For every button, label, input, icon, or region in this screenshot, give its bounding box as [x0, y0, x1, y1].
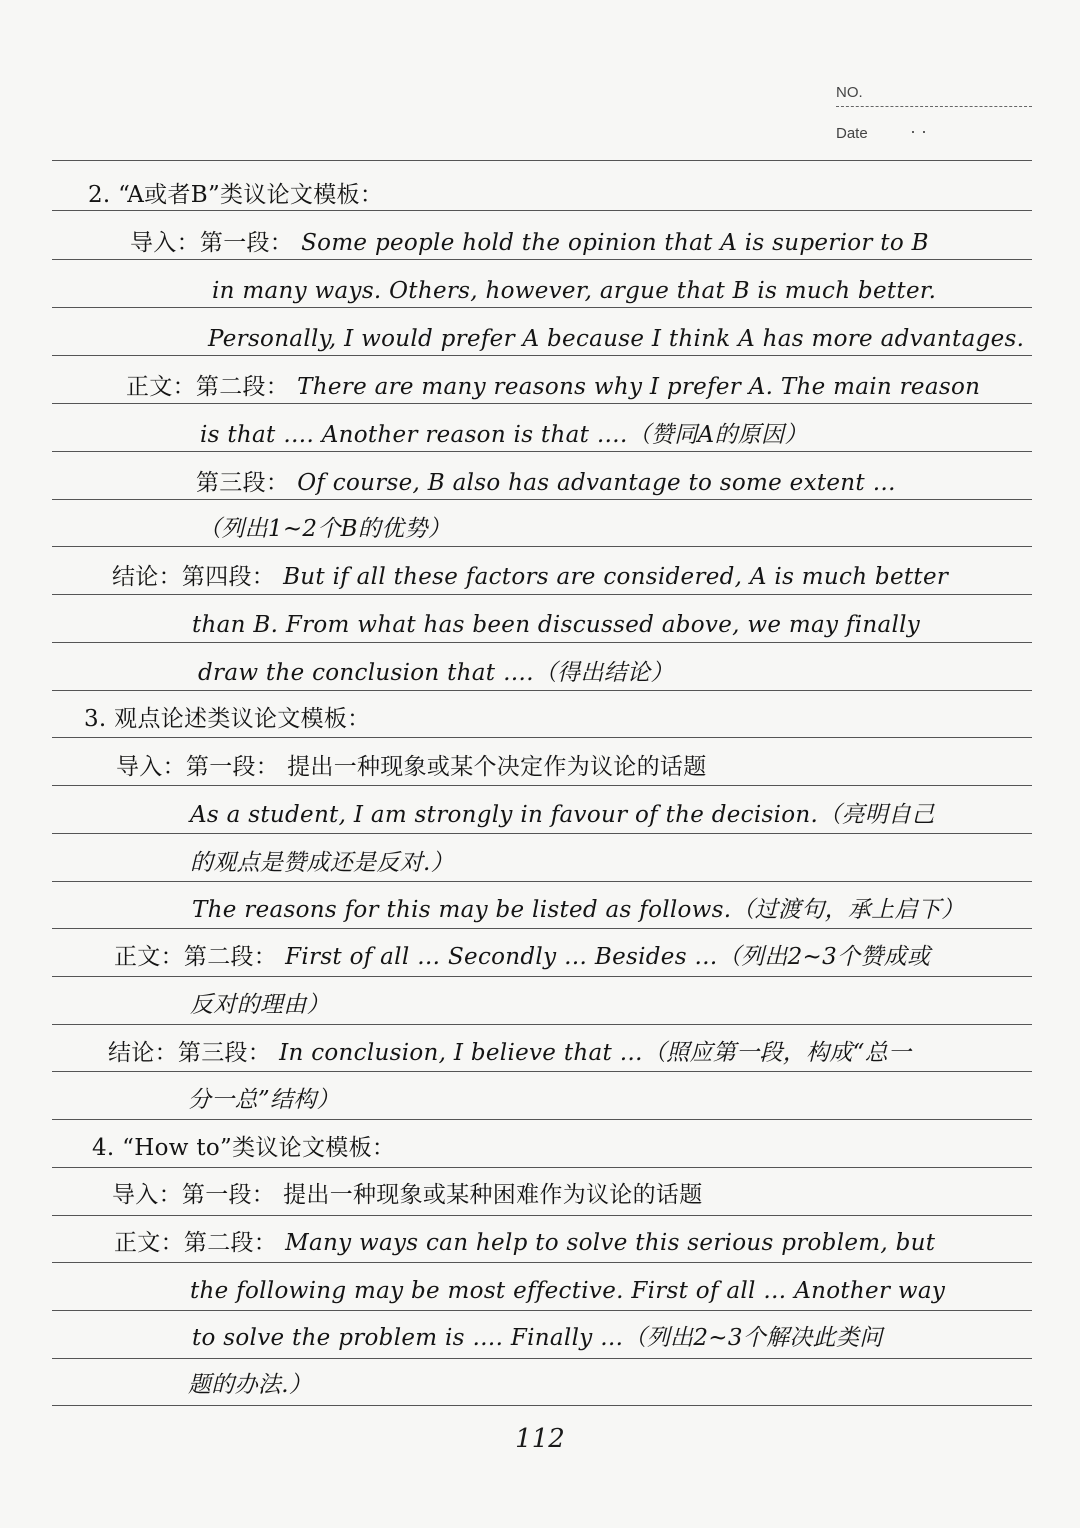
intro-text: in many ways. Others, however, argue that B is much better. — [212, 278, 937, 304]
conclusion-line — [108, 1038, 911, 1068]
intro-text: 的观点是赞成还是反对.） — [190, 850, 454, 876]
body-text: First of all … Secondly … Besides …（列出2~3个赞成或 — [285, 944, 931, 970]
body3-label: 第三段： — [196, 470, 290, 496]
date-label: Date — [836, 125, 868, 142]
rule-line — [52, 1310, 1032, 1311]
conclusion-label: 结论：第四段： — [112, 564, 276, 590]
intro-text: Personally, I would prefer A because I think A has more advantages. — [208, 326, 1025, 352]
rule-line — [52, 451, 1032, 452]
rule-line — [52, 1119, 1032, 1120]
no-dotted-line — [836, 106, 1032, 107]
intro-text: 提出一种现象或某个决定作为议论的话题 — [287, 754, 707, 780]
intro-label: 导入：第一段： — [116, 754, 280, 780]
rule-line — [52, 976, 1032, 977]
rule-line — [52, 1215, 1032, 1216]
intro-line — [116, 752, 707, 782]
section-2-title: 2. “A或者B”类议论文模板： — [88, 182, 384, 208]
body-text: There are many reasons why I prefer A. The main reason — [297, 374, 981, 400]
rule-line — [52, 160, 1032, 161]
rule-line — [52, 499, 1032, 500]
body-line — [114, 1228, 935, 1258]
rule-line — [52, 1024, 1032, 1025]
body-text: （列出1~2个B的优势） — [198, 516, 452, 542]
page-number: 112 — [515, 1424, 565, 1454]
no-label: NO. — [836, 84, 863, 101]
rule-line — [52, 690, 1032, 691]
section-4-title: 4. “How to”类议论文模板： — [92, 1135, 396, 1161]
intro-text: 提出一种现象或某种困难作为议论的话题 — [283, 1182, 703, 1208]
body-text: Many ways can help to solve this serious problem, but — [285, 1230, 936, 1256]
rule-line — [52, 1071, 1032, 1072]
body-text: 题的办法.） — [188, 1372, 313, 1398]
conclusion-text: But if all these factors are considered, A is much better — [283, 564, 949, 590]
intro-label: 导入：第一段： — [112, 1182, 276, 1208]
body-paragraph3-line — [196, 468, 896, 498]
rule-line — [52, 1358, 1032, 1359]
intro-text: As a student, I am strongly in favour of the decision.（亮明自己 — [190, 802, 935, 828]
rule-line — [52, 1262, 1032, 1263]
body-text: the following may be most effective. First of all … Another way — [190, 1278, 946, 1304]
rule-line — [52, 210, 1032, 211]
body-text: to solve the problem is …. Finally …（列出2~3个解决此类问 — [192, 1325, 883, 1351]
conclusion-text: 分一总”结构） — [188, 1087, 340, 1113]
conclusion-text: than B. From what has been discussed above, we may finally — [192, 612, 921, 638]
rule-line — [52, 307, 1032, 308]
rule-line — [52, 403, 1032, 404]
section-3-title: 3. 观点论述类议论文模板： — [84, 706, 371, 732]
body-label: 正文：第二段： — [114, 1230, 278, 1256]
body-line — [126, 372, 980, 402]
conclusion-text: draw the conclusion that ….（得出结论） — [198, 660, 674, 686]
intro-text: The reasons for this may be listed as follows.（过渡句，承上启下） — [192, 897, 965, 923]
body-line — [114, 942, 930, 972]
rule-line — [52, 1167, 1032, 1168]
body-label: 正文：第二段： — [114, 944, 278, 970]
rule-line — [52, 737, 1032, 738]
rule-line — [52, 881, 1032, 882]
rule-line — [52, 785, 1032, 786]
body-text: is that …. Another reason is that ….（赞同A的原因） — [200, 422, 808, 448]
rule-line — [52, 355, 1032, 356]
rule-line — [52, 546, 1032, 547]
rule-line — [52, 642, 1032, 643]
conclusion-text: In conclusion, I believe that …（照应第一段，构成“总一 — [279, 1040, 912, 1066]
body-text: Of course, B also has advantage to some extent … — [297, 470, 896, 496]
body-label: 正文：第二段： — [126, 374, 290, 400]
intro-text: Some people hold the opinion that A is superior to B — [301, 230, 929, 256]
intro-line — [130, 228, 929, 258]
conclusion-line — [112, 562, 948, 592]
intro-line — [112, 1180, 703, 1210]
rule-line — [52, 259, 1032, 260]
body-text: 反对的理由） — [190, 992, 330, 1018]
intro-label: 导入：第一段： — [130, 230, 294, 256]
conclusion-label: 结论：第三段： — [108, 1040, 272, 1066]
rule-line — [52, 1405, 1032, 1406]
date-dots: · · — [910, 121, 927, 141]
rule-line — [52, 594, 1032, 595]
rule-line — [52, 833, 1032, 834]
rule-line — [52, 928, 1032, 929]
